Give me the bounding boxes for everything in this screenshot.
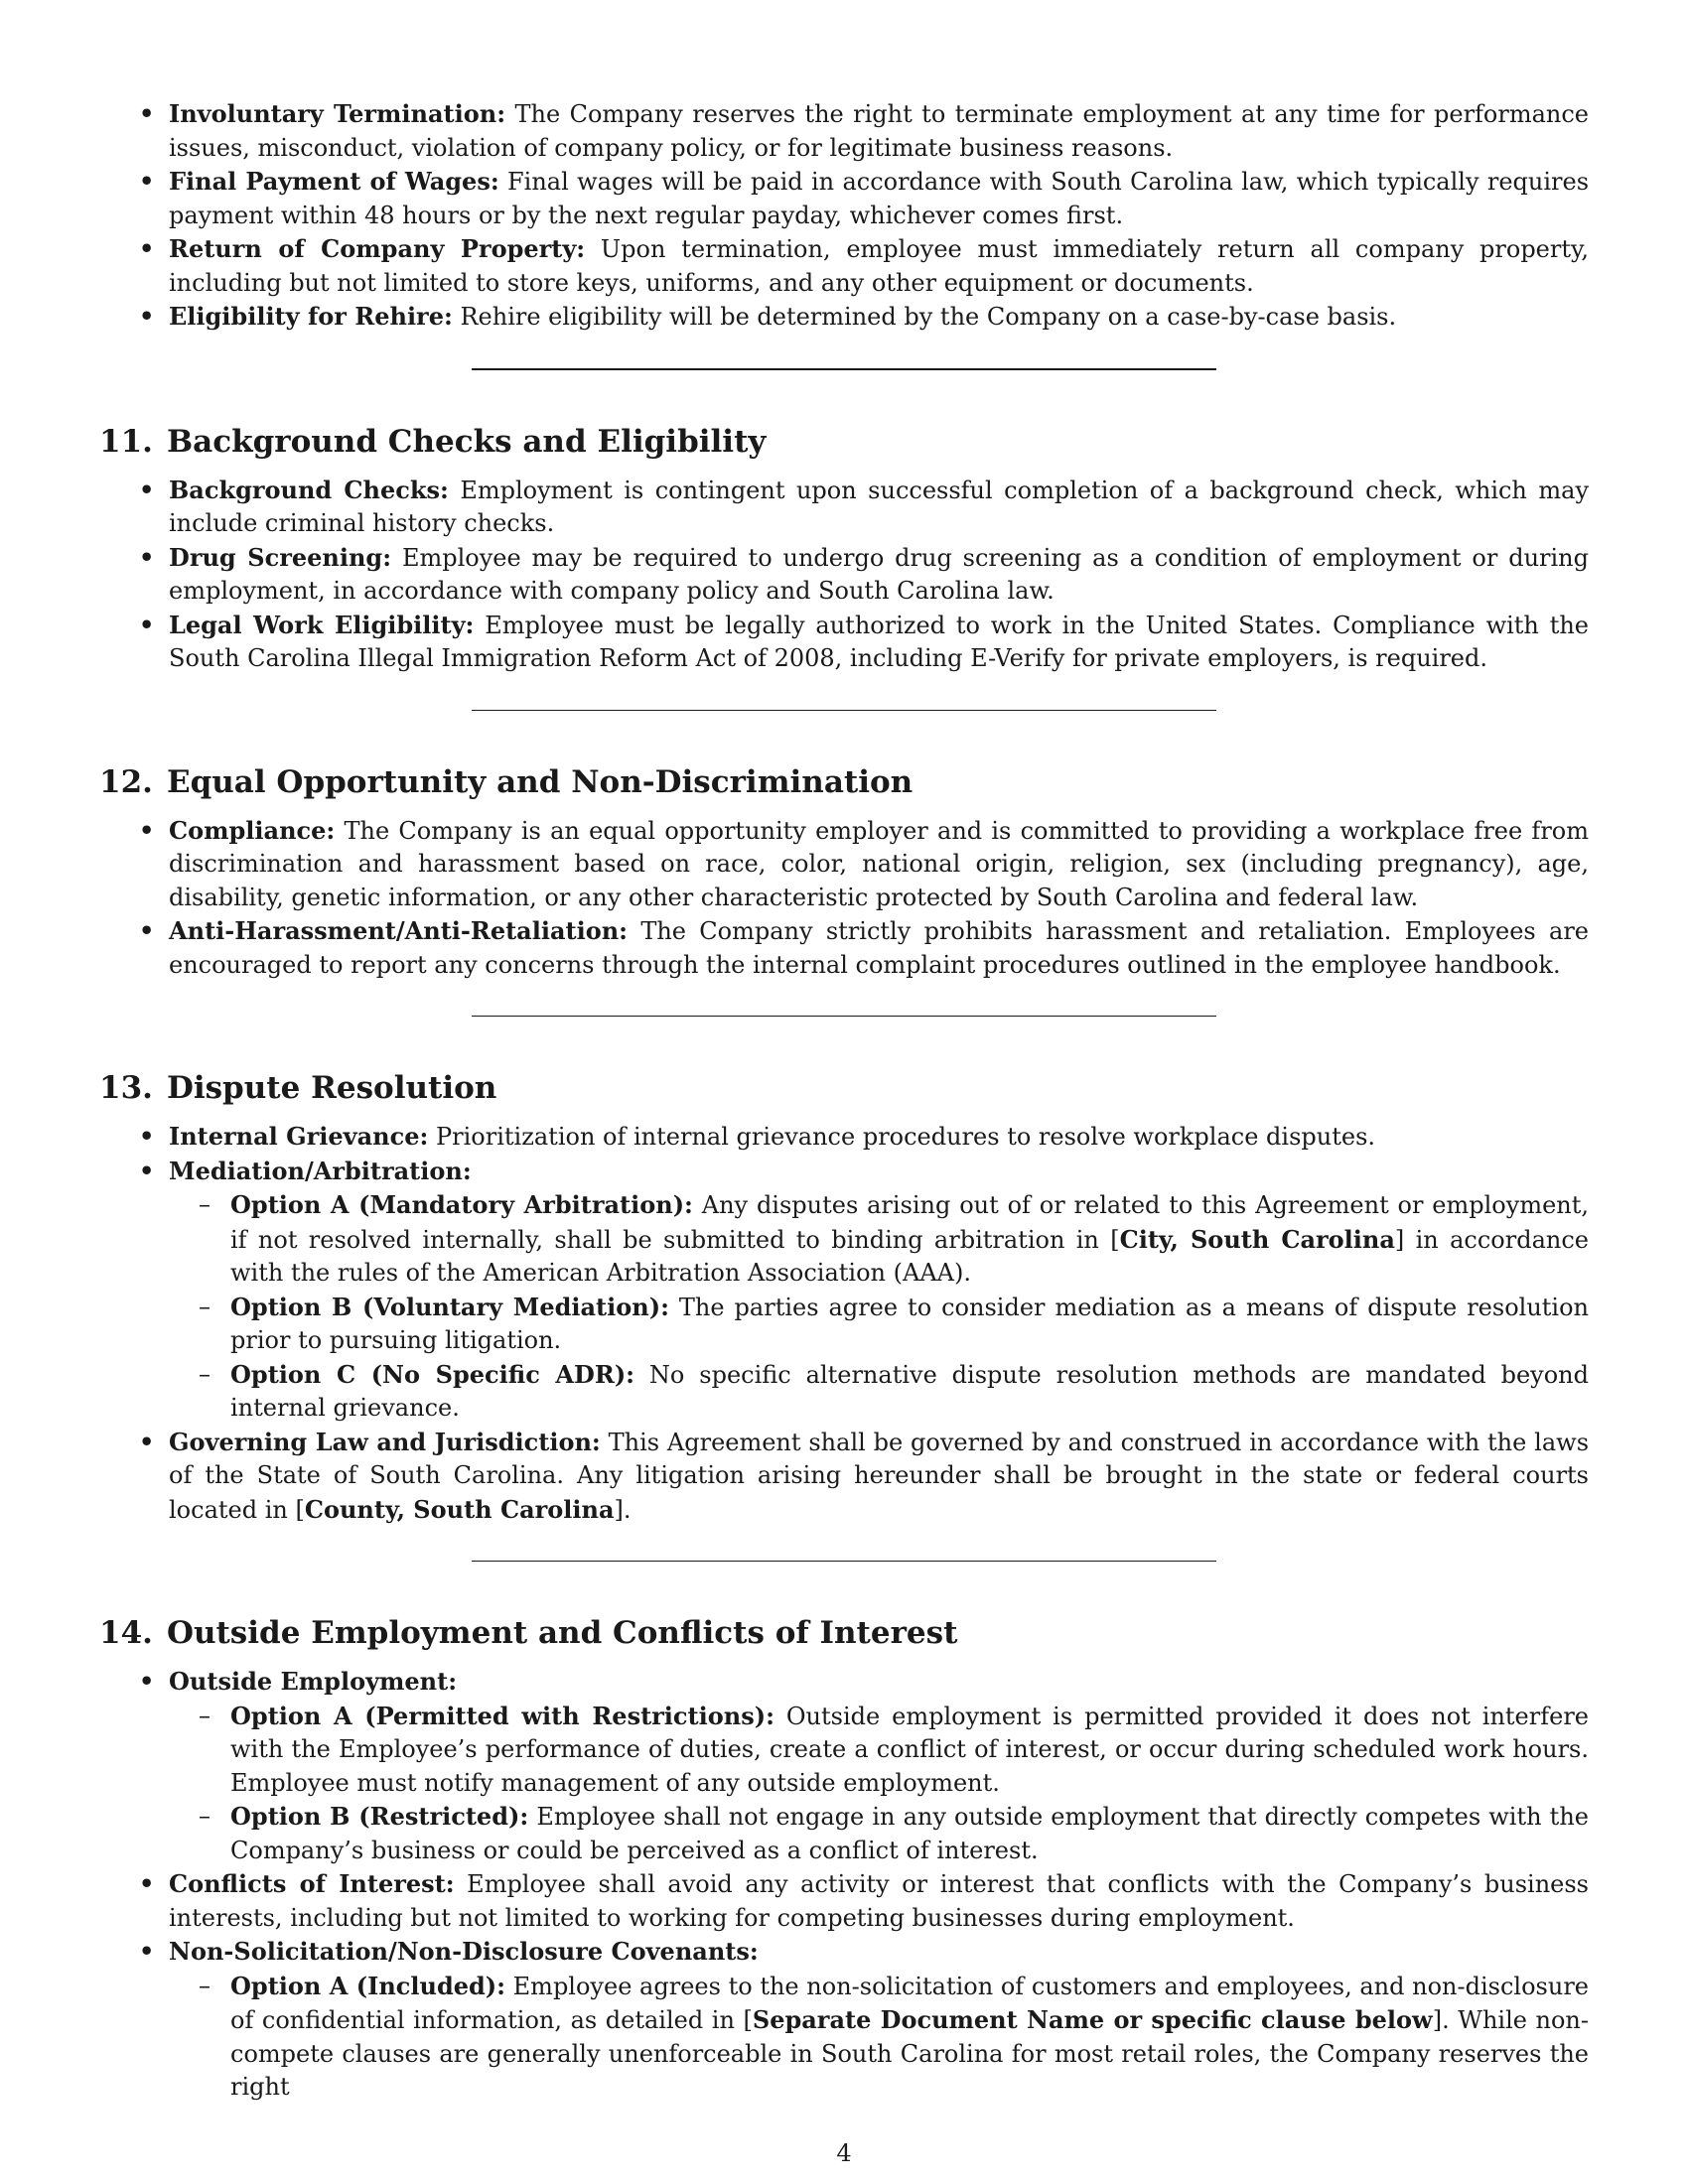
item-text: ].: [614, 1495, 632, 1524]
item-label: Final Payment of Wages:: [169, 167, 499, 196]
list-item: [99, 914, 1589, 982]
item-text: Employee shall avoid any activity or interest that conflicts with the Company’s business interests, including but not limited to working for competing businesses during employment.: [169, 1870, 1590, 1932]
item-label: Internal Grievance:: [169, 1122, 429, 1151]
equal-opportunity-list: [99, 814, 1589, 983]
section-heading-13: [99, 1068, 1589, 1108]
item-label: Outside Employment:: [169, 1667, 458, 1696]
list-item: [99, 1867, 1589, 1935]
item-label: Mediation/Arbitration:: [169, 1156, 472, 1185]
option-label: Option A (Mandatory Arbitration):: [230, 1190, 693, 1219]
item-text: Upon termination, employee must immediately return all company property, including but not limited to store keys, uniforms, and any other equipment or documents.: [169, 235, 1589, 297]
list-item: [99, 1120, 1589, 1155]
option-label: Option B (Voluntary Mediation):: [230, 1292, 669, 1321]
outside-employment-list: [99, 1665, 1589, 2105]
page-number: 4: [836, 2139, 852, 2167]
termination-list: [99, 97, 1589, 335]
option-text: ] in accordance with the rules of the American Arbitration Association (AAA).: [230, 1225, 1589, 1287]
option-label: Option B (Restricted):: [230, 1802, 529, 1831]
item-label: Non-Solicitation/Non-Disclosure Covenants:: [169, 1937, 759, 1966]
option-text: Employee agrees to the non-solicitation of customers and employees, and non-disclosure of confidential information, as detailed in [: [230, 1972, 1589, 2034]
placeholder-city: City, South Carolina: [1119, 1224, 1395, 1254]
section-number: 12.: [99, 763, 153, 800]
item-text: This Agreement shall be governed by and construed in accordance with the laws of the State of South Carolina. Any litigation arising hereunder shall be brought in the state or federal courts located in [: [169, 1428, 1590, 1524]
section-number: 11.: [99, 423, 153, 460]
item-label: Drug Screening:: [169, 542, 392, 572]
list-item: [99, 232, 1589, 300]
mediation-options: [169, 1188, 1589, 1426]
section-heading-12: [99, 762, 1589, 802]
section-divider: [472, 368, 1216, 370]
item-label: Return of Company Property:: [169, 234, 586, 263]
item-label: Governing Law and Jurisdiction:: [169, 1427, 601, 1456]
option-item: [169, 1358, 1589, 1426]
item-label: Eligibility for Rehire:: [169, 302, 453, 331]
option-item: [169, 1291, 1589, 1358]
option-text: No specific alternative dispute resolution methods are mandated beyond internal grievance.: [230, 1360, 1589, 1422]
background-list: [99, 474, 1589, 676]
option-text: The parties agree to consider mediation as a means of dispute resolution prior to pursuing litigation.: [230, 1293, 1590, 1354]
section-title: Dispute Resolution: [166, 1070, 497, 1106]
list-item: [99, 165, 1589, 232]
section-title: Outside Employment and Conflicts of Interest: [166, 1615, 958, 1651]
item-label: Compliance:: [169, 815, 336, 845]
item-label: Anti-Harassment/Anti-Retaliation:: [169, 916, 629, 945]
placeholder-county: County, South Carolina: [304, 1494, 615, 1524]
item-label: Conflicts of Interest:: [169, 1869, 455, 1898]
list-item: [99, 1935, 1589, 2105]
dispute-list: [99, 1120, 1589, 1527]
item-label: Background Checks:: [169, 475, 449, 504]
document-page: [99, 97, 1589, 2105]
section-title: Equal Opportunity and Non-Discrimination: [166, 763, 914, 800]
item-text: Rehire eligibility will be determined by the Company on a case-by-case basis.: [452, 303, 1397, 331]
option-item: [169, 1800, 1589, 1867]
option-item: [169, 1970, 1589, 2105]
section-number: 13.: [99, 1070, 153, 1106]
option-item: [169, 1188, 1589, 1291]
section-number: 14.: [99, 1615, 153, 1651]
list-item: [99, 1155, 1589, 1426]
list-item: [99, 541, 1589, 609]
option-label: Option A (Included):: [230, 1971, 505, 2000]
item-text: The Company reserves the right to terminate employment at any time for performance issues, misconduct, violation of company policy, or for legitimate business reasons.: [169, 100, 1590, 162]
item-text: The Company is an equal opportunity employer and is committed to providing a workplace free from discrimination and harassment based on race, color, national origin, religion, sex (including pregnancy), age, disability, genetic information, or any other characteristic protected by South Carolina and federal law.: [169, 816, 1589, 911]
option-text: Employee shall not engage in any outside employment that directly competes with the Company’s business or could be perceived as a conflict of interest.: [230, 1803, 1589, 1864]
section-divider: [472, 1016, 1216, 1017]
option-text: Outside employment is permitted provided it does not interfere with the Employee’s performance of duties, create a conflict of interest, or occur during scheduled work hours. Employee must notify management of any outside employment.: [230, 1702, 1589, 1797]
list-item: [99, 97, 1589, 165]
item-text: Employee may be required to undergo drug screening as a condition of employment or during employment, in accordance with company policy and South Carolina law.: [169, 543, 1589, 605]
section-title: Background Checks and Eligibility: [166, 423, 767, 460]
list-item: [99, 1665, 1589, 1867]
section-heading-11: [99, 422, 1589, 462]
list-item: [99, 474, 1589, 541]
item-text: Final wages will be paid in accordance with South Carolina law, which typically requires payment within 48 hours or by the next regular payday, whichever comes first.: [169, 168, 1590, 229]
option-label: Option A (Permitted with Restrictions):: [230, 1701, 774, 1730]
placeholder-document: Separate Document Name or specific clause below: [752, 2005, 1433, 2034]
list-item: [99, 300, 1589, 335]
option-text: Any disputes arising out of or related to this Agreement or employment, if not resolved internally, shall be submitted to binding arbitration in [: [230, 1191, 1590, 1254]
item-text: Employment is contingent upon successful completion of a background check, which may include criminal history checks.: [169, 476, 1589, 537]
option-text: ]. While non-compete clauses are generally unenforceable in South Carolina for most retail roles, the Company reserves the right: [230, 2006, 1590, 2101]
item-text: Employee must be legally authorized to work in the United States. Compliance with the South Carolina Illegal Immigration Reform Act of 2008, including E-Verify for private employers, is required.: [169, 611, 1590, 672]
list-item: [99, 814, 1589, 915]
option-label: Option C (No Specific ADR):: [230, 1359, 635, 1389]
item-label: Legal Work Eligibility:: [169, 610, 475, 639]
list-item: [99, 1426, 1589, 1528]
list-item: [99, 609, 1589, 676]
section-divider: [472, 710, 1216, 711]
item-text: The Company strictly prohibits harassment and retaliation. Employees are encouraged to report any concerns through the internal complaint procedures outlined in the employee handbook.: [169, 917, 1589, 979]
item-label: Involuntary Termination:: [169, 99, 506, 128]
outside-employment-options: [169, 1700, 1589, 1868]
option-item: [169, 1700, 1589, 1801]
section-divider: [472, 1561, 1216, 1562]
section-heading-14: [99, 1613, 1589, 1653]
item-text: Prioritization of internal grievance procedures to resolve workplace disputes.: [428, 1123, 1376, 1151]
covenant-options: [169, 1970, 1589, 2105]
